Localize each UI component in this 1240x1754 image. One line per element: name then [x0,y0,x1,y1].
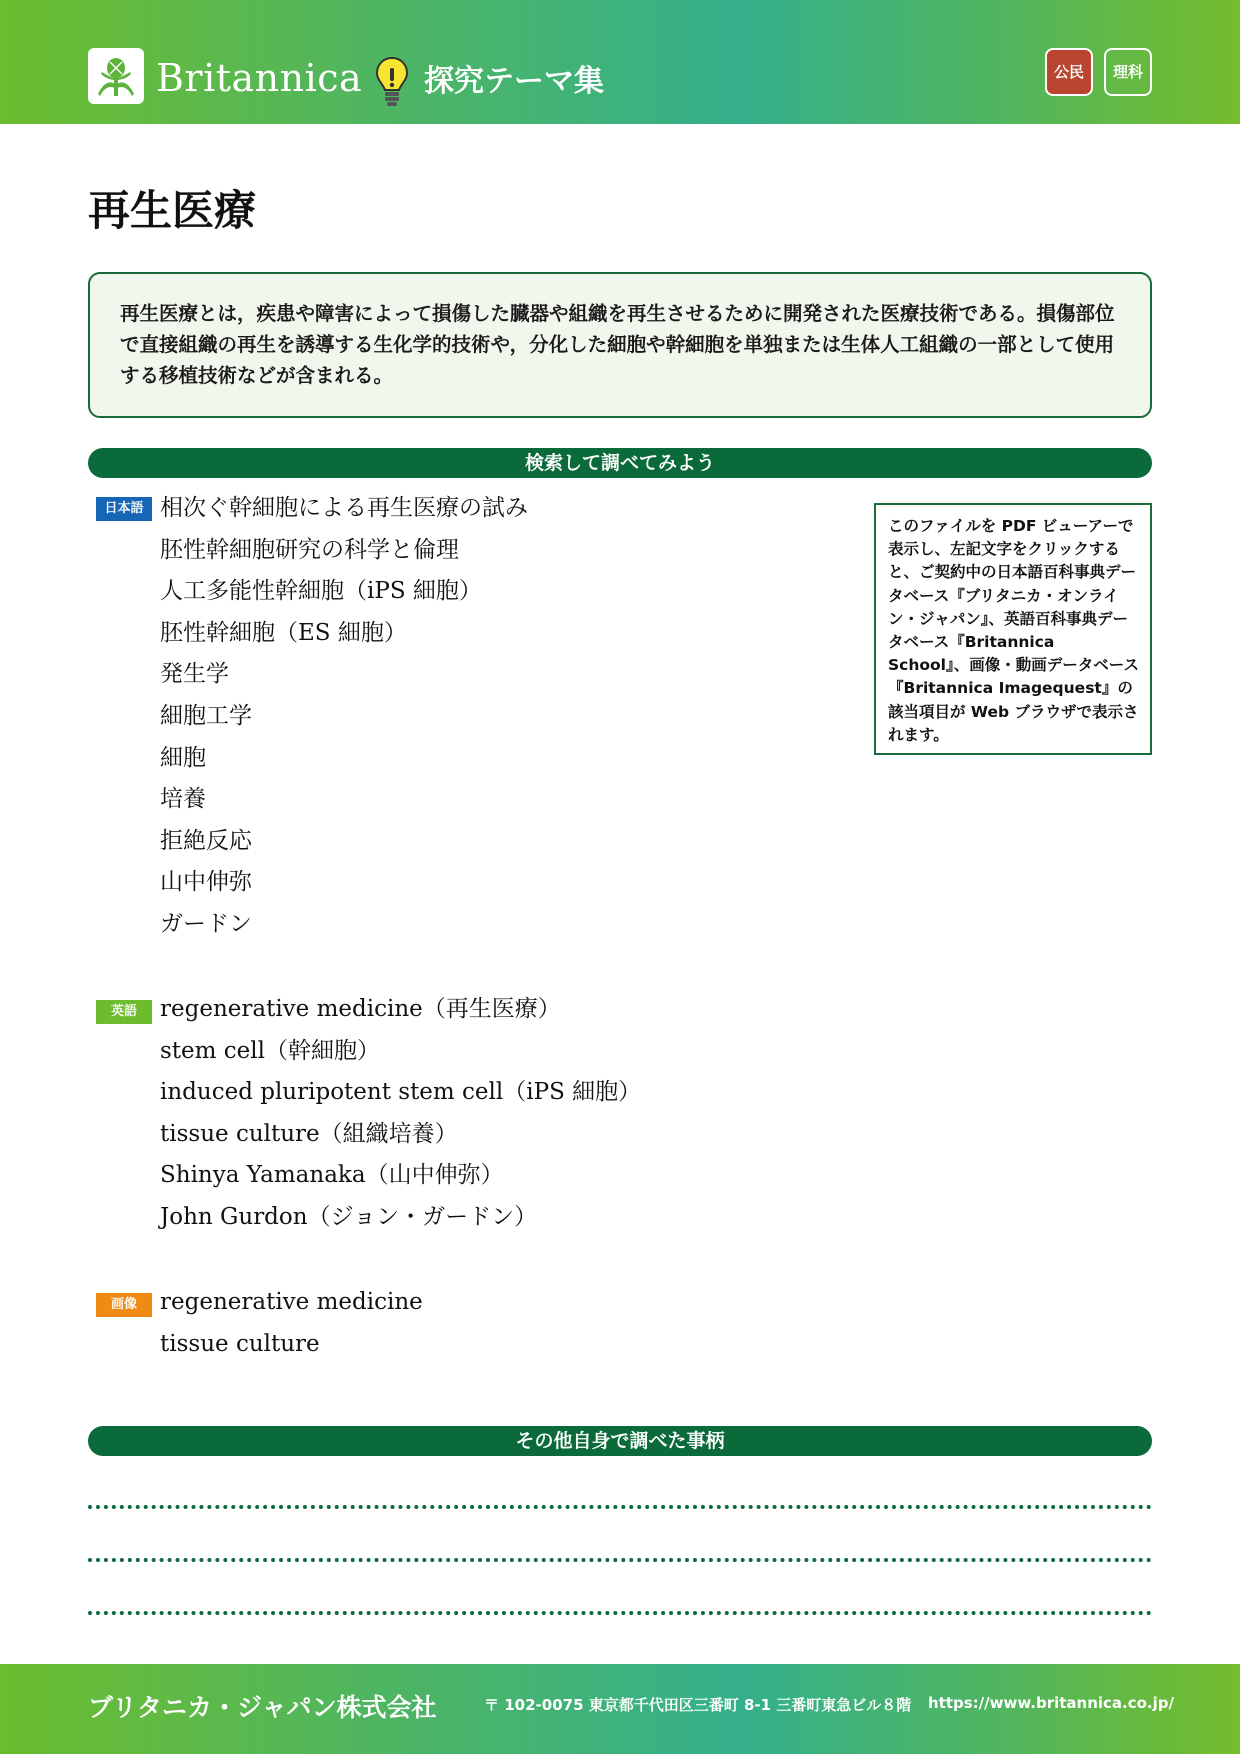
japanese-tag: 日本語 [96,497,152,521]
japanese-keyword-link[interactable]: 拒絶反応 [160,827,252,854]
series-title: 探究テーマ集 [424,64,604,99]
footer-banner [0,1664,1240,1754]
english-keyword-list [160,992,641,1242]
page-title: 再生医療 [88,186,257,235]
japanese-keyword-link[interactable]: 細胞 [160,744,206,771]
writing-line [88,1558,1152,1562]
japanese-keyword-link[interactable]: 相次ぐ幹細胞による再生医療の試み [160,495,528,521]
search-section-heading: 検索して調べてみよう [88,448,1152,478]
writing-line [88,1611,1152,1615]
english-keyword-link[interactable]: John Gurdon（ジョン・ガードン） [160,1203,538,1230]
subject-badge-civics: 公民 [1045,48,1093,96]
japanese-keyword-link[interactable]: 山中伸弥 [160,869,252,896]
lightbulb-icon [374,54,410,110]
company-url-link[interactable]: https://www.britannica.co.jp/ [928,1694,1174,1712]
english-keyword-link[interactable]: regenerative medicine（再生医療） [160,996,561,1022]
english-tag: 英語 [96,1000,152,1024]
image-keyword-link[interactable]: tissue culture [160,1330,320,1357]
header-banner [0,0,1240,124]
subject-badge-science: 理科 [1104,48,1152,96]
image-tag: 画像 [96,1293,152,1317]
english-keyword-link[interactable]: tissue culture（組織培養） [160,1120,458,1147]
summary-box: 再生医療とは，疾患や障害によって損傷した臓器や組織を再生させるために開発された医療技術である。損傷部位で直接組織の再生を誘導する生化学的技術や，分化した細胞や幹細胞を単独または生体人工組織の一部として使用する移植技術などが含まれる。 [88,272,1152,418]
japanese-keyword-list [160,491,528,949]
japanese-keyword-link[interactable]: 細胞工学 [160,702,252,729]
english-keyword-link[interactable]: induced pluripotent stem cell（iPS 細胞） [160,1079,642,1106]
company-address: 〒 102-0075 東京都千代田区三番町 8-1 三番町東急ビル８階 [484,1696,912,1714]
other-section-heading: その他自身で調べた事柄 [88,1426,1152,1456]
image-keyword-list [160,1285,423,1368]
english-keyword-link[interactable]: stem cell（幹細胞） [160,1037,380,1064]
britannica-logo-icon [88,48,144,104]
english-keyword-link[interactable]: Shinya Yamanaka（山中伸弥） [160,1162,504,1189]
company-name: ブリタニカ・ジャパン株式会社 [88,1693,437,1722]
writing-line [88,1505,1152,1509]
japanese-keyword-link[interactable]: 胚性幹細胞研究の科学と倫理 [160,536,459,563]
japanese-keyword-link[interactable]: 人工多能性幹細胞（iPS 細胞） [160,578,482,605]
brand-name: Britannica [156,56,363,100]
japanese-keyword-link[interactable]: 培養 [160,786,206,813]
image-keyword-link[interactable]: regenerative medicine [160,1289,423,1315]
japanese-keyword-link[interactable]: ガードン [160,910,252,937]
japanese-keyword-link[interactable]: 発生学 [160,661,229,688]
pdf-usage-note: このファイルを PDF ビューアーで表示し、左記文字をクリックすると、ご契約中の日本語百科事典データベース『ブリタニカ・オンライン・ジャパン』、英語百科事典データベース『Britannica School』、画像・動画データベース『Britannica Imagequest』の該当項目が Web ブラウザで表示されます。 [874,503,1152,755]
japanese-keyword-link[interactable]: 胚性幹細胞（ES 細胞） [160,619,407,646]
